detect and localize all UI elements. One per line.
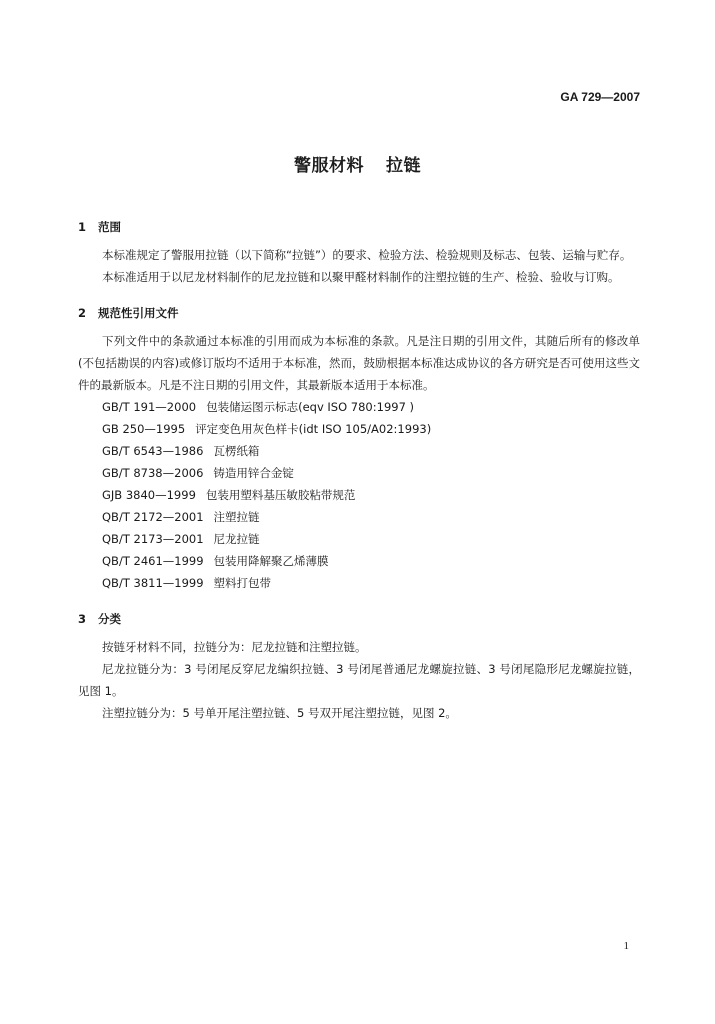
reference-title: 瓦楞纸箱 [213, 444, 260, 458]
reference-item [78, 550, 640, 572]
section-number: 3 [78, 612, 87, 626]
section-title: 范围 [98, 220, 121, 234]
section-heading [78, 302, 640, 324]
reference-item [78, 528, 640, 550]
section-number: 1 [78, 220, 87, 234]
reference-code: QB/T 3811—1999 [102, 576, 204, 590]
section-title: 规范性引用文件 [98, 306, 179, 320]
document-title [0, 151, 715, 176]
paragraph: 尼龙拉链分为：3 号闭尾反穿尼龙编织拉链、3 号闭尾普通尼龙螺旋拉链、3 号闭尾隐形尼龙螺旋拉链，见图 1。 [78, 662, 640, 698]
title-part-1: 警服材料 [294, 156, 364, 176]
paragraph: 本标准规定了警服用拉链（以下简称“拉链”）的要求、检验方法、检验规则及标志、包装、运输与贮存。 [102, 248, 632, 262]
section-3 [78, 608, 640, 724]
section-number: 2 [78, 306, 87, 320]
section-2 [78, 302, 640, 594]
reference-title: 铸造用锌合金锭 [213, 466, 294, 480]
paragraph: 本标准适用于以尼龙材料制作的尼龙拉链和以聚甲醛材料制作的注塑拉链的生产、检验、验收与订购。 [102, 270, 620, 284]
paragraph: 注塑拉链分为：5 号单开尾注塑拉链、5 号双开尾注塑拉链，见图 2。 [102, 706, 457, 720]
reference-code: GJB 3840—1999 [102, 488, 196, 502]
reference-code: GB/T 8738—2006 [102, 466, 204, 480]
reference-code: GB/T 191—2000 [102, 400, 197, 414]
reference-item [78, 462, 640, 484]
section-heading [78, 216, 640, 238]
reference-title: 包装用塑料基压敏胶粘带规范 [205, 488, 356, 502]
reference-code: GB 250—1995 [102, 422, 186, 436]
reference-title: 包装储运图示标志(eqv ISO 780:1997 ) [206, 400, 415, 414]
reference-code: QB/T 2172—2001 [102, 510, 204, 524]
reference-item [78, 440, 640, 462]
document-code: GA 729—2007 [560, 90, 640, 104]
reference-list [78, 396, 640, 594]
reference-title: 尼龙拉链 [213, 532, 260, 546]
paragraph: 按链牙材料不同，拉链分为：尼龙拉链和注塑拉链。 [102, 640, 367, 654]
reference-item [78, 572, 640, 594]
reference-code: QB/T 2173—2001 [102, 532, 204, 546]
section-heading [78, 608, 640, 630]
page-number: 1 [623, 940, 629, 952]
section-1 [78, 216, 640, 288]
reference-title: 注塑拉链 [213, 510, 260, 524]
reference-title: 评定变色用灰色样卡(idt ISO 105/A02:1993) [195, 422, 432, 436]
paragraph: 下列文件中的条款通过本标准的引用而成为本标准的条款。凡是注日期的引用文件，其随后所有的修改单(不包括勘误的内容)或修订版均不适用于本标准，然而，鼓励根据本标准达成协议的各方研究是否可使用这些文件的最新版本。凡是不注日期的引用文件，其最新版本适用于本标准。 [78, 334, 640, 392]
reference-code: QB/T 2461—1999 [102, 554, 204, 568]
section-title: 分类 [98, 612, 121, 626]
reference-title: 塑料打包带 [213, 576, 272, 590]
reference-item [78, 418, 640, 440]
reference-item [78, 484, 640, 506]
reference-item [78, 396, 640, 418]
reference-title: 包装用降解聚乙烯薄膜 [213, 554, 329, 568]
title-part-2: 拉链 [386, 156, 421, 176]
reference-item [78, 506, 640, 528]
document-body [78, 210, 640, 724]
reference-code: GB/T 6543—1986 [102, 444, 204, 458]
